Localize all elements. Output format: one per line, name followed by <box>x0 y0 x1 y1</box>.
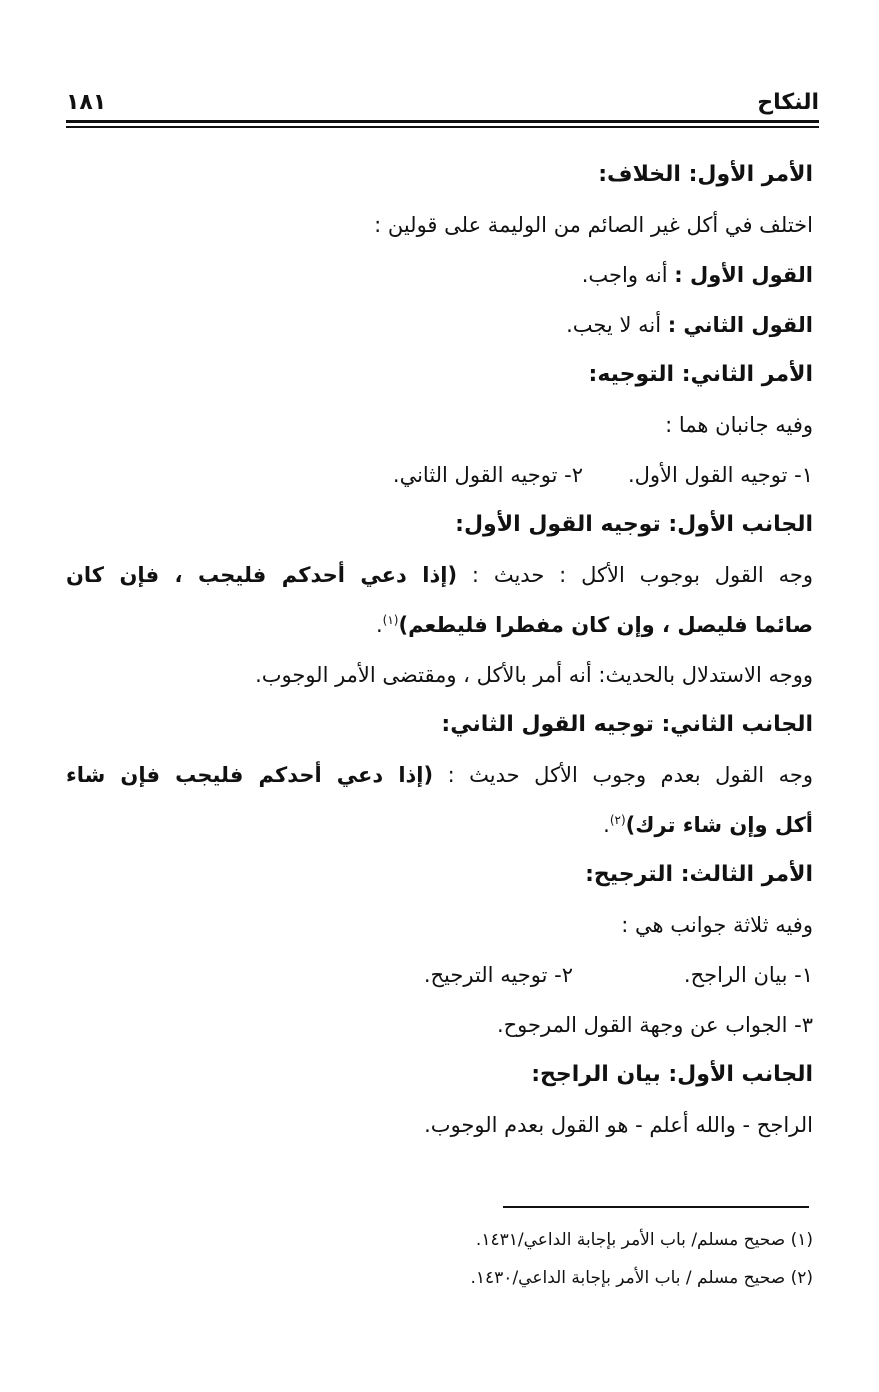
first-opinion <box>66 250 813 300</box>
running-header <box>66 84 819 124</box>
hadith-two-intro: وجه القول بعدم وجوب الأكل حديث : <box>433 763 813 787</box>
hadith-two-text-cont: أكل وإن شاء ترك) <box>625 813 813 837</box>
paragraph-preferred: الراجح - والله أعلم - هو القول بعدم الوجوب. <box>424 1113 813 1137</box>
hadith-one-intro: وجه القول بوجوب الأكل : حديث : <box>457 563 813 587</box>
first-opinion-text: أنه واجب. <box>581 263 675 287</box>
hadith-two-text: (إذا دعي أحدكم فليجب فإن شاء <box>66 763 434 787</box>
footnote-ref-1: (١) <box>382 613 399 627</box>
page-number: ١٨١ <box>66 90 107 115</box>
second-opinion-text: أنه لا يجب. <box>566 313 668 337</box>
paragraph-two-aspects: وفيه جانبان هما : <box>665 413 813 437</box>
heading-second-matter: الأمر الثاني: التوجيه: <box>588 362 813 387</box>
list-item: ٣- الجواب عن وجهة القول المرجوح. <box>496 1013 813 1037</box>
heading-aspect-one: الجانب الأول: توجيه القول الأول: <box>455 512 813 537</box>
heading-aspect-preferred: الجانب الأول: بيان الراجح: <box>531 1062 813 1087</box>
second-opinion-label: القول الثاني : <box>667 313 813 337</box>
period: . <box>603 813 610 837</box>
list-item: ٢- توجيه الترجيح. <box>423 963 573 987</box>
footnote-ref-2: (٢) <box>609 813 626 827</box>
first-opinion-label: القول الأول : <box>674 263 813 287</box>
list-two-aspects <box>66 450 813 500</box>
list-item: ١- توجيه القول الأول. <box>627 463 813 487</box>
paragraph-disagreement: اختلف في أكل غير الصائم من الوليمة على قولين : <box>374 213 813 237</box>
hadith-one-text: (إذا دعي أحدكم فليجب ، فإن كان <box>66 563 458 587</box>
chapter-title: النكاح <box>757 90 819 115</box>
list-item: ١- بيان الراجح. <box>683 963 813 987</box>
list-three-aspects <box>66 950 813 1000</box>
list-item: ٢- توجيه القول الثاني. <box>392 463 583 487</box>
footnote-rule <box>503 1206 809 1208</box>
footnote-1: (١) صحيح مسلم/ باب الأمر بإجابة الداعي/١٤٣١. <box>475 1230 813 1250</box>
heading-first-matter: الأمر الأول: الخلاف: <box>598 162 813 187</box>
paragraph-hadith-one <box>66 550 813 600</box>
footnote-2: (٢) صحيح مسلم / باب الأمر بإجابة الداعي/١٤٣٠. <box>470 1268 813 1288</box>
paragraph-hadith-one-cont <box>66 600 813 650</box>
heading-aspect-two: الجانب الثاني: توجيه القول الثاني: <box>441 712 813 737</box>
paragraph-three-aspects: وفيه ثلاثة جوانب هي : <box>621 913 813 937</box>
heading-third-matter: الأمر الثالث: الترجيح: <box>585 862 813 887</box>
hadith-one-text-cont: صائما فليصل ، وإن كان مفطرا فليطعم) <box>398 613 813 637</box>
header-rule-thick <box>66 120 819 123</box>
header-rule-thin <box>66 126 819 128</box>
second-opinion <box>66 300 813 350</box>
paragraph-hadith-two-cont <box>66 800 813 850</box>
paragraph-hadith-two <box>66 750 813 800</box>
page-body <box>66 150 813 1150</box>
period: . <box>375 613 383 637</box>
paragraph-inference: ووجه الاستدلال بالحديث: أنه أمر بالأكل ، ومقتضى الأمر الوجوب. <box>255 663 813 687</box>
